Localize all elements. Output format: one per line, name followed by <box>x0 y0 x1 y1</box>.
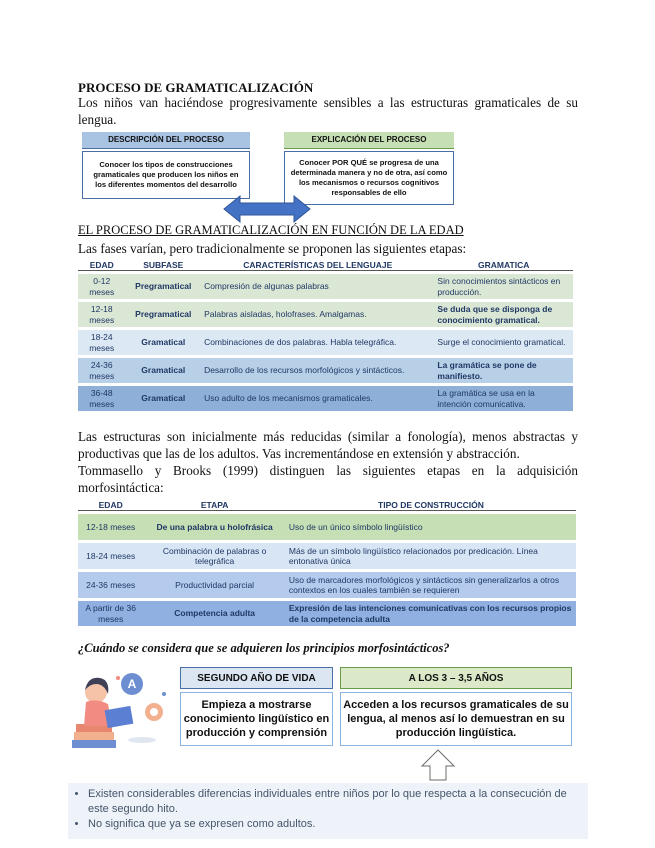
morfosintactica-question: ¿Cuándo se considera que se adquieren los principios morfosintácticos? <box>78 641 450 655</box>
up-arrow-icon <box>420 748 456 782</box>
cell-etapa: De una palabra u holofrásica <box>156 521 273 532</box>
segundo-anio-header: SEGUNDO AÑO DE VIDA <box>180 667 333 689</box>
note-item: • Existen considerables diferencias individuales entre niños por lo que respecta a la consecución de este segundo hito. <box>88 787 580 817</box>
table-row <box>78 358 573 383</box>
table-row <box>78 386 573 411</box>
cell-etapa: Productividad parcial <box>175 579 255 590</box>
tres-anios-box: Acceden a los recursos gramaticales de su lengua, al menos así lo demuestran en su producción lingüística. <box>340 692 572 746</box>
table-row <box>78 601 576 626</box>
cell-caracteristicas: Desarrollo de los recursos morfológicos y sintácticos. <box>204 365 405 376</box>
double-arrow-icon <box>222 194 312 224</box>
cell-subfase: Pregramatical <box>135 281 192 292</box>
col-edad: EDAD <box>78 500 143 511</box>
tres-anios-header: A LOS 3 – 3,5 AÑOS <box>340 667 572 689</box>
cell-edad: A partir de 36 meses <box>85 603 136 624</box>
cell-edad: 0-12 meses <box>89 276 115 297</box>
cell-caracteristicas: Combinaciones de dos palabras. Habla telegráfica. <box>204 337 397 348</box>
estructuras-paragraph: Las estructuras son inicialmente más reducidas (similar a fonología), menos abstractas y productivas que las de los adultos. Vas incrementándose en extensión y abstracción. <box>78 429 578 461</box>
cell-gramatica: Se duda que se disponga de conocimiento gramatical. <box>437 304 553 325</box>
col-etapa: ETAPA <box>143 500 286 511</box>
cell-tipo: Más de un símbolo lingüístico relacionados por predicación. Línea entonativa única <box>288 545 538 566</box>
gramaticalizacion-table <box>78 257 573 414</box>
section-title-gramaticalizacion: PROCESO DE GRAMATICALIZACIÓN <box>78 80 314 95</box>
descripcion-box: Conocer los tipos de construcciones gramaticales que producen los niños en los diferentes momentos del desarrollo <box>82 151 250 199</box>
cell-subfase: Pregramatical <box>135 309 192 320</box>
col-tipo: TIPO DE CONSTRUCCIÓN <box>286 500 576 511</box>
cell-subfase: Gramatical <box>141 337 186 348</box>
cell-edad: 36-48 meses <box>89 388 115 409</box>
table-row <box>78 330 573 355</box>
cell-subfase: Gramatical <box>141 393 186 404</box>
cell-etapa: Competencia adulta <box>174 608 256 619</box>
col-gramatica: GRAMATICA <box>434 260 573 271</box>
cell-tipo: Expresión de las intenciones comunicativas con los recursos propios de la competencia adulta <box>288 603 572 624</box>
cell-tipo: Uso de marcadores morfológicos y sintácticos sin generalizarlos a otros contextos en los cuales también se requieren <box>288 574 560 595</box>
cell-edad: 24-36 meses <box>89 360 115 381</box>
explicacion-box: Conocer POR QUÉ se progresa de una determinada manera y no de otra, así como los mecanismos o recursos cognitivos responsables de ello <box>284 151 454 205</box>
cell-caracteristicas: Uso adulto de los mecanismos gramaticales. <box>204 393 373 404</box>
descripcion-header: DESCRIPCIÓN DEL PROCESO <box>82 132 250 149</box>
letter-bubble-text: A <box>127 677 137 691</box>
intro-paragraph: Los niños van haciéndose progresivamente sensibles a las estructuras gramaticales de su lengua. <box>78 95 578 127</box>
cell-tipo: Uso de un único símbolo lingüístico <box>288 521 423 532</box>
tommasello-paragraph: Tommasello y Brooks (1999) distinguen las siguientes etapas en la adquisición morfosintáctica: <box>78 463 578 495</box>
phases-intro: Las fases varían, pero tradicionalmente se proponen las siguientes etapas: <box>78 241 467 256</box>
notes-box <box>68 783 588 839</box>
morfosintactica-table <box>78 497 576 629</box>
note-item: • No significa que ya se expresen como adultos. <box>88 817 580 832</box>
table-row <box>78 274 573 299</box>
cell-caracteristicas: Palabras aisladas, holofrases. Amalgamas. <box>204 309 367 320</box>
cell-gramatica: Sin conocimientos sintácticos en producción. <box>437 276 561 297</box>
cell-edad: 18-24 meses <box>89 332 115 353</box>
table-row <box>78 572 576 598</box>
child-reading-illustration <box>68 668 174 754</box>
cell-edad: 24-36 meses <box>86 579 136 590</box>
cell-gramatica: Surge el conocimiento gramatical. <box>437 337 566 348</box>
col-subfase: SUBFASE <box>125 260 201 271</box>
cell-subfase: Gramatical <box>141 365 186 376</box>
cell-edad: 18-24 meses <box>86 550 136 561</box>
col-edad: EDAD <box>78 260 125 271</box>
explicacion-header: EXPLICACIÓN DEL PROCESO <box>284 132 454 149</box>
cell-gramatica: La gramática se pone de manifiesto. <box>437 360 537 381</box>
col-caracteristicas: CARACTERÍSTICAS DEL LENGUAJE <box>201 260 434 271</box>
table-row <box>78 302 573 327</box>
table-row <box>78 543 576 569</box>
segundo-anio-box: Empieza a mostrarse conocimiento lingüístico en producción y comprensión <box>180 692 333 746</box>
cell-etapa: Combinación de palabras o telegráfica <box>162 545 267 566</box>
cell-caracteristicas: Compresión de algunas palabras <box>204 281 329 292</box>
table-row <box>78 514 576 540</box>
cell-gramatica: La gramática se usa en la intención comunicativa. <box>437 388 535 409</box>
cell-edad: 12-18 meses <box>86 521 136 532</box>
section-title-edad: EL PROCESO DE GRAMATICALIZACIÓN EN FUNCIÓN DE LA EDAD <box>78 223 464 237</box>
cell-edad: 12-18 meses <box>89 304 115 325</box>
